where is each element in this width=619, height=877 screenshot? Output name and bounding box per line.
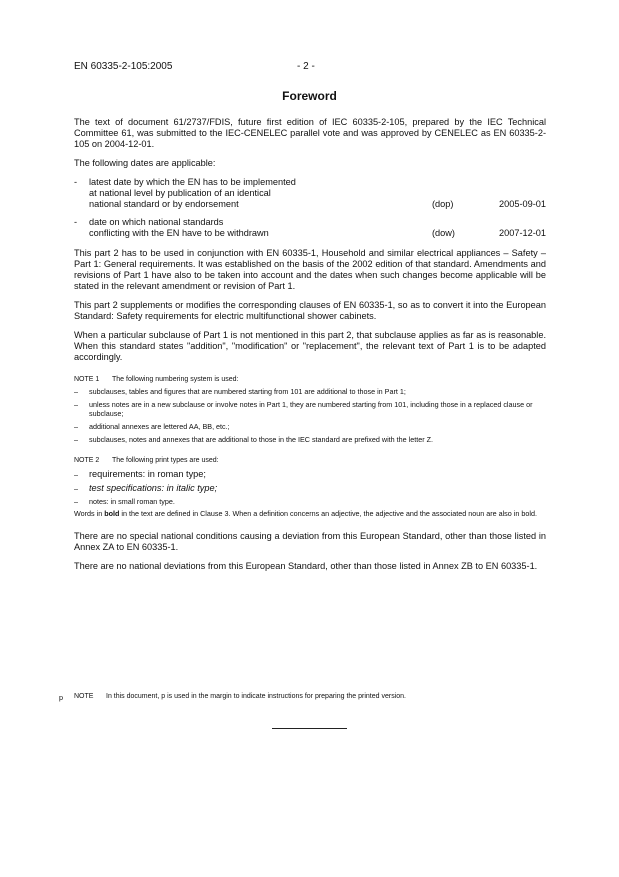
list-dash: - [74,177,78,187]
document-id: EN 60335-2-105:2005 [74,61,173,72]
page-title: Foreword [282,89,337,103]
list-item [74,435,546,444]
list-dash: – [74,400,78,409]
list-item [74,469,546,480]
list-item-text: additional annexes are lettered AA, BB, etc.; [89,422,230,431]
list-item [74,387,546,396]
list-item [74,483,546,494]
date-description [89,217,389,239]
closing-paragraph: There are no national deviations from this European Standard, other than those listed in Annex ZB to EN 60335-1. [74,561,538,571]
margin-marker: p [59,693,63,702]
closing-paragraph: There are no special national conditions causing a deviation from this European Standard, other than those listed in Annex ZA to EN 60335-1. [74,531,546,552]
list-dash: – [74,387,78,396]
date-description [89,177,389,210]
list-item-text: requirements: in roman type; [89,469,206,479]
list-dash: – [74,497,78,506]
date-value: 2005-09-01 [499,199,546,209]
date-item-dop [74,177,546,210]
body-paragraph: This part 2 supplements or modifies the corresponding clauses of EN 60335-1, so as to convert it into the European Standard: Safety requirements for electric multifunctional shower cabinets. [74,300,546,321]
bold-note-post: in the text are defined in Clause 3. When a definition concerns an adjective, the adjective and the associated noun are also in bold. [119,509,537,518]
note-1-heading [74,375,546,384]
margin-note [74,693,406,700]
date-value: 2007-12-01 [499,228,546,238]
list-item-text: unless notes are in a new subclause or involve notes in Part 1, they are numbered starting from 101, including those in a replaced clause or subclause; [89,400,533,418]
list-item [74,422,546,431]
date-description-line: conflicting with the EN have to be withdrawn [89,228,269,238]
note-text: The following numbering system is used: [112,376,239,383]
note-label: NOTE [74,693,94,700]
list-item [74,497,546,506]
body-paragraph: This part 2 has to be used in conjunction with EN 60335-1, Household and similar electrical appliances – Safety – Part 1: General requirements. It was established on the basis of the 2002 edition of that standard. Amendments and revisions of Part 1 have also to be taken into account and the dates when such changes become applicable will be stated in the relevant amendment or revision of Part 1. [74,248,546,291]
note-2-heading [74,456,546,465]
intro-paragraph: The text of document 61/2737/FDIS, future first edition of IEC 60335-2-105, prepared by the IEC Technical Committee 61, was submitted to the IEC-CENELEC parallel vote and was approved by CENELEC as EN 60335-2-105 on 2004-12-01. [74,117,546,149]
list-dash: – [74,470,78,479]
list-item-text: subclauses, notes and annexes that are additional to those in the IEC standard are prefixed with the letter Z. [89,435,434,444]
page-number: - 2 - [297,61,315,72]
list-dash: – [74,435,78,444]
date-description-line: national standard or by endorsement [89,199,239,209]
foreword-body [74,117,546,580]
bold-note-pre: Words in [74,509,105,518]
bold-note-bold: bold [104,509,120,518]
note-label: NOTE 1 [74,376,100,383]
list-item-text: test specifications: in italic type; [89,483,218,493]
bold-words-note [74,509,546,518]
note-text: The following print types are used: [112,457,219,464]
end-rule-divider [272,728,347,729]
list-dash: – [74,484,78,493]
list-dash: - [74,217,78,227]
date-description-line: date on which national standards [89,217,224,227]
date-description-line: latest date by which the EN has to be implemented [89,177,296,187]
date-abbreviation: (dop) [432,199,454,209]
list-item-text: notes: in small roman type. [89,497,175,506]
dates-intro: The following dates are applicable: [74,158,216,168]
body-paragraph: When a particular subclause of Part 1 is not mentioned in this part 2, that subclause applies as far as is reasonable. When this standard states "addition", "modification" or "replacement", the relevant text of Part 1 is to be adapted accordingly. [74,330,546,362]
list-item [74,400,546,418]
date-item-dow [74,217,546,239]
date-description-line: at national level by publication of an identical [89,188,271,198]
note-text: In this document, p is used in the margin to indicate instructions for preparing the printed version. [106,693,406,700]
date-abbreviation: (dow) [432,228,455,238]
note-label: NOTE 2 [74,457,100,464]
list-item-text: subclauses, tables and figures that are numbered starting from 101 are additional to those in Part 1; [89,387,406,396]
list-dash: – [74,422,78,431]
